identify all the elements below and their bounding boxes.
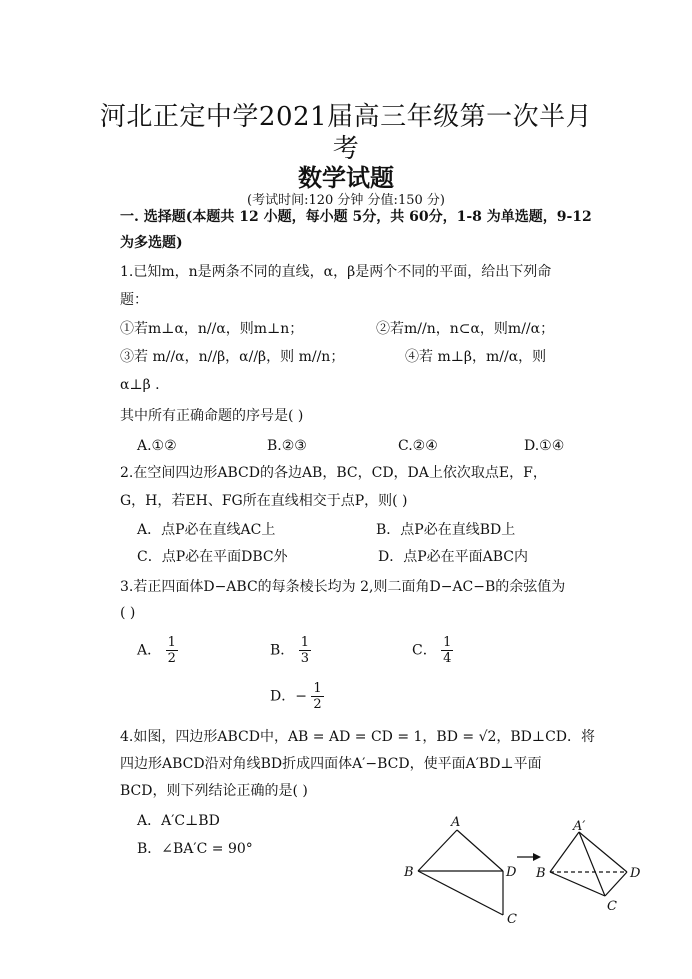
- q3-stem-continued: ( ): [120, 605, 136, 621]
- quadrilateral-diagram: [418, 830, 503, 915]
- q3-option-d-label: D．−: [270, 688, 307, 705]
- point-label-b: B: [536, 866, 546, 881]
- q3-option-a[interactable]: [137, 635, 178, 666]
- q1-stem: 1.已知m，n是两条不同的直线，α，β是两个不同的平面，给出下列命: [120, 264, 552, 280]
- edge-a-prime-d: [579, 832, 627, 872]
- point-label-a: A: [451, 815, 461, 830]
- fraction-denominator: 2: [313, 697, 322, 712]
- q3-option-b-label: B．: [270, 642, 295, 659]
- arrow-icon: [517, 853, 541, 861]
- q4-option-b[interactable]: B．∠BA′C = 90°: [137, 841, 253, 857]
- fraction-numerator: 1: [300, 635, 310, 650]
- q2-stem-continued: G，H，若EH、FG所在直线相交于点P，则( ): [120, 493, 408, 509]
- q3-option-b-fraction: [299, 635, 311, 666]
- q1-proposition-4-continued: α⊥β .: [120, 377, 160, 393]
- q1-option-c[interactable]: C.②④: [398, 438, 438, 454]
- fraction-numerator: 1: [167, 635, 176, 650]
- point-label-c: C: [507, 912, 517, 927]
- tetrahedron-diagram: [550, 832, 627, 896]
- fraction-denominator: 2: [167, 651, 176, 666]
- edge-ab: [418, 830, 457, 871]
- point-label-d: D: [630, 866, 641, 881]
- section-heading: 一. 选择题(本题共 12 小题，每小题 5分，共 60分，1-8 为单选题，9-12: [120, 209, 592, 225]
- point-label-c: C: [607, 899, 617, 914]
- fraction-denominator: 3: [300, 651, 310, 666]
- q2-option-d[interactable]: D．点P必在平面ABC内: [378, 549, 529, 565]
- q1-proposition-2: ②若m//n，n⊂α，则m//α；: [376, 321, 555, 337]
- q4-option-a[interactable]: A．A′C⊥BD: [137, 813, 220, 829]
- point-label-b: B: [404, 865, 414, 880]
- fraction-denominator: 4: [443, 651, 452, 666]
- q4-figure: [395, 812, 645, 934]
- subject-title: 数学试题: [298, 163, 394, 192]
- q2-option-c[interactable]: C．点P必在平面DBC外: [137, 549, 288, 565]
- q3-option-a-fraction: [166, 635, 178, 666]
- q3-stem: 3.若正四面体D−ABC的每条棱长均为 2,则二面角D−AC−B的余弦值为: [120, 579, 566, 595]
- q2-stem: 2.在空间四边形ABCD的各边AB，BC，CD，DA上依次取点E，F，: [120, 465, 547, 481]
- q3-option-c-fraction: [441, 635, 453, 666]
- q1-option-b[interactable]: B.②③: [267, 438, 307, 454]
- q1-option-a[interactable]: A.①②: [137, 438, 177, 454]
- q3-option-b[interactable]: [270, 635, 311, 666]
- q3-option-d-fraction: [311, 681, 323, 712]
- q4-stem-continued-2: BCD，则下列结论正确的是( ): [120, 783, 308, 799]
- fraction-numerator: 1: [443, 635, 452, 650]
- q1-proposition-1: ①若m⊥α，n//α，则m⊥n；: [120, 321, 304, 337]
- q2-option-a[interactable]: A．点P必在直线AC上: [137, 522, 276, 538]
- section-heading-continued: 为多选题): [120, 235, 183, 251]
- q3-option-a-label: A．: [137, 642, 162, 659]
- q3-option-c-label: C．: [412, 642, 437, 659]
- exam-info: (考试时间:120 分钟 分值:150 分): [247, 193, 445, 208]
- exam-title-continued: 考: [332, 134, 360, 164]
- point-label-d: D: [506, 865, 517, 880]
- edge-dc: [605, 872, 627, 896]
- q1-proposition-3: ③若 m//α，n//β，α//β，则 m//n；: [120, 349, 345, 365]
- edge-a-prime-b: [550, 832, 579, 872]
- exam-title: 河北正定中学2021届高三年级第一次半月: [99, 102, 593, 132]
- q2-option-b[interactable]: B．点P必在直线BD上: [376, 522, 516, 538]
- q1-prompt: 其中所有正确命题的序号是( ): [120, 408, 304, 424]
- q1-stem-continued: 题：: [120, 292, 148, 308]
- q4-stem: 4.如图，四边形ABCD中，AB = AD = CD = 1，BD = √2，BD⊥CD．将: [120, 729, 596, 745]
- fraction-numerator: 1: [313, 681, 322, 696]
- q4-stem-continued: 四边形ABCD沿对角线BD折成四面体A′−BCD，使平面A′BD⊥平面: [120, 756, 542, 772]
- q1-option-d[interactable]: D.①④: [524, 438, 565, 454]
- q1-proposition-4: ④若 m⊥β，m//α，则: [405, 349, 547, 365]
- point-label-a-prime: A′: [573, 819, 586, 834]
- edge-ad: [457, 830, 503, 871]
- q3-option-d[interactable]: [270, 681, 324, 712]
- edge-bc: [418, 871, 503, 915]
- q3-option-c[interactable]: [412, 635, 453, 666]
